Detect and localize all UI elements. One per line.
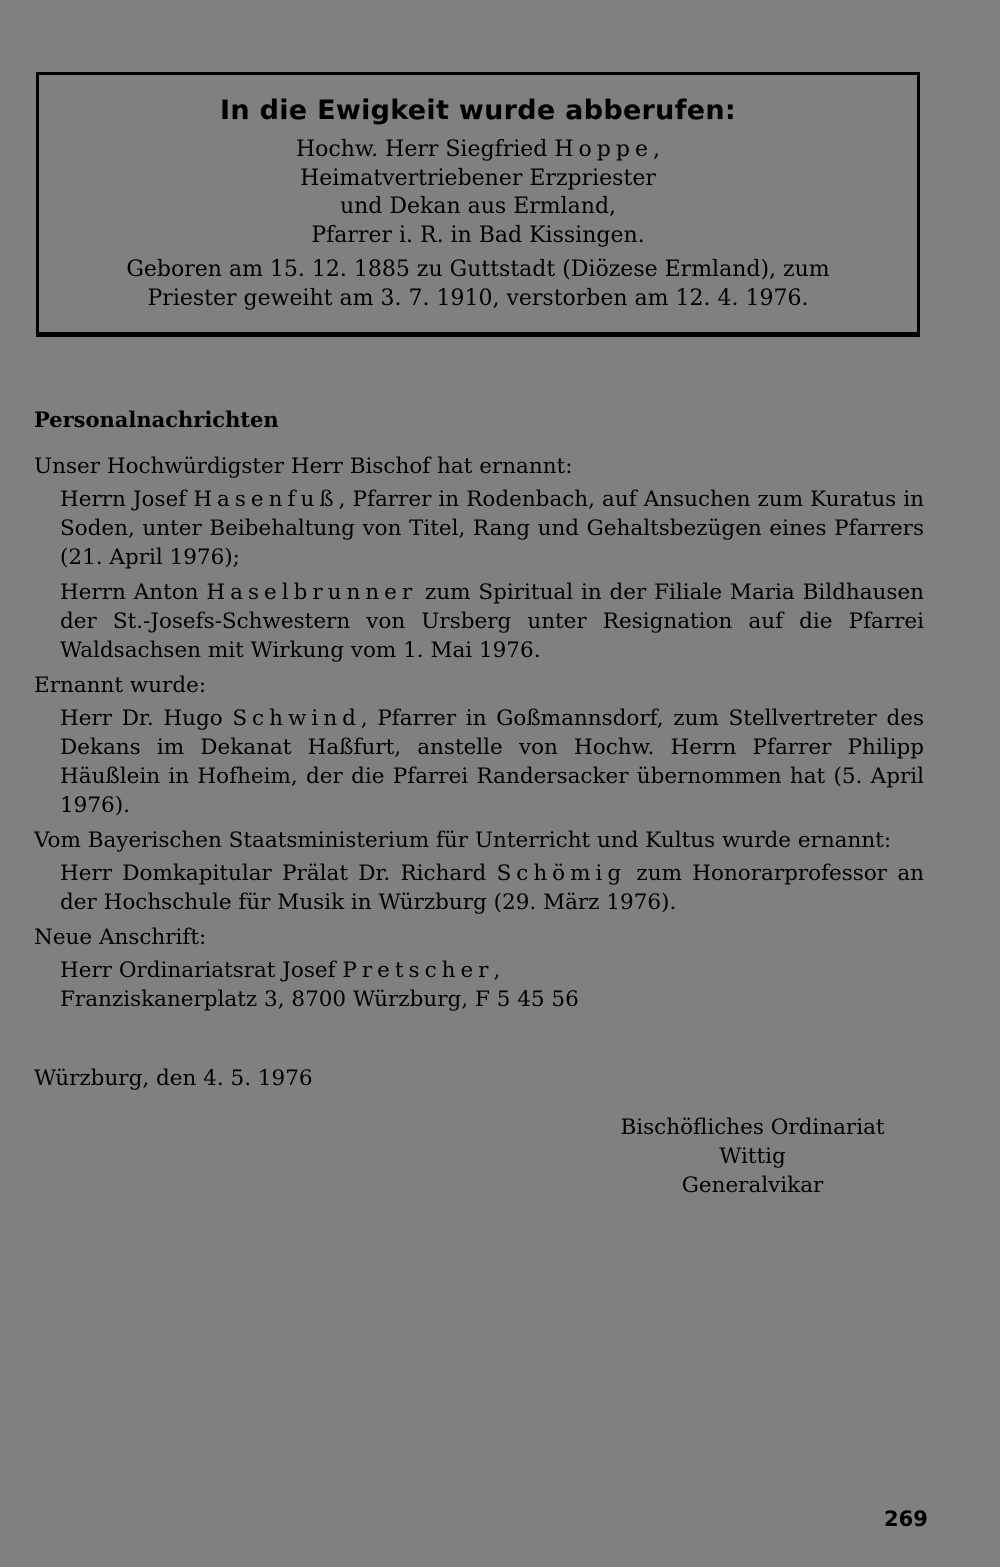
obituary-line1-prefix: Hochw. Herr Siegfried: [296, 137, 548, 162]
signature-office: Bischöfliches Ordinariat: [620, 1115, 885, 1140]
intro-appointed: Ernannt wurde:: [34, 673, 207, 698]
intro-new-address: Neue Anschrift:: [34, 925, 207, 950]
entry-name: Haselbrunner: [206, 580, 418, 605]
entry-hasenfuss: [60, 485, 924, 572]
obituary-details: [39, 256, 917, 313]
place-date: Würzburg, den 4. 5. 1976: [34, 1066, 313, 1091]
obituary-details-1: Geboren am 15. 12. 1885 zu Guttstadt (Diözese Ermland), zum: [126, 257, 830, 282]
entry-prefix: Herr Dr. Hugo: [60, 706, 223, 731]
obituary-details-2: Priester geweiht am 3. 7. 1910, verstorben am 12. 4. 1976.: [147, 285, 809, 311]
entry-name: Hasenfuß: [193, 487, 339, 512]
page-number: 269: [884, 1507, 928, 1531]
address-line: Franziskanerplatz 3, 8700 Würzburg, F 5 45 56: [60, 987, 579, 1012]
entry-text: zum Honorarprofessor an der Hochschule für Musik in Würzburg (29. März 1976).: [60, 861, 924, 915]
obituary-box: [36, 72, 920, 337]
intro-ministry: Vom Bayerischen Staatsministerium für Unterricht und Kultus wurde ernannt:: [34, 828, 892, 853]
entry-suffix: ,: [493, 958, 501, 983]
obituary-line-2: Heimatvertriebener Erzpriester: [300, 165, 656, 191]
section-title: Personalnachrichten: [34, 407, 279, 432]
entry-pretscher: [60, 956, 924, 1014]
obituary-line-3: und Dekan aus Ermland,: [339, 194, 617, 219]
entry-schwind: [60, 704, 924, 820]
entry-prefix: Herrn Josef: [60, 487, 187, 512]
entry-schoemig: [60, 859, 924, 917]
entry-name: Schömig: [496, 861, 627, 886]
obituary-line-4: Pfarrer i. R. in Bad Kissingen.: [311, 222, 645, 248]
signature-name: Wittig: [719, 1144, 786, 1169]
entry-text: zum Spiritual in der Filiale Maria Bildhausen der St.-Josefs-Schwestern von Ursberg unter Resignation auf die Pfarrei Waldsachsen mit Wirkung vom 1. Mai 1976.: [60, 580, 924, 663]
entry-name: Schwind: [232, 706, 361, 731]
obituary-title: In die Ewigkeit wurde abberufen:: [220, 95, 736, 126]
personal-news: [34, 452, 924, 1020]
entry-text: , Pfarrer in Rodenbach, auf Ansuchen zum Kuratus in Soden, unter Beibehaltung von Titel, Rang und Gehaltsbezügen eines Pfarrers (21. April 1976);: [60, 487, 924, 570]
entry-name: Pretscher: [342, 958, 494, 983]
signature-title: Generalvikar: [681, 1173, 824, 1198]
obituary-line-1: [39, 136, 917, 165]
entry-prefix: Herrn Anton: [60, 580, 199, 605]
intro-bishop: Unser Hochwürdigster Herr Bischof hat ernannt:: [34, 454, 573, 479]
entry-text: , Pfarrer in Goßmannsdorf, zum Stellvertreter des Dekans im Dekanat Haßfurt, anstelle von Hochw. Herrn Pfarrer Philipp Häußlein in Hofheim, der die Pfarrei Randersacker übernommen hat (5. April 1976).: [60, 706, 924, 818]
signature-block: [600, 1113, 905, 1200]
obituary-person: [39, 136, 917, 250]
obituary-name: Hoppe: [554, 137, 653, 162]
entry-prefix: Herr Domkapitular Prälat Dr. Richard: [60, 861, 487, 886]
obituary-line1-suffix: ,: [653, 137, 660, 162]
entry-haselbrunner: [60, 578, 924, 665]
entry-prefix: Herr Ordinariatsrat Josef: [60, 958, 336, 983]
